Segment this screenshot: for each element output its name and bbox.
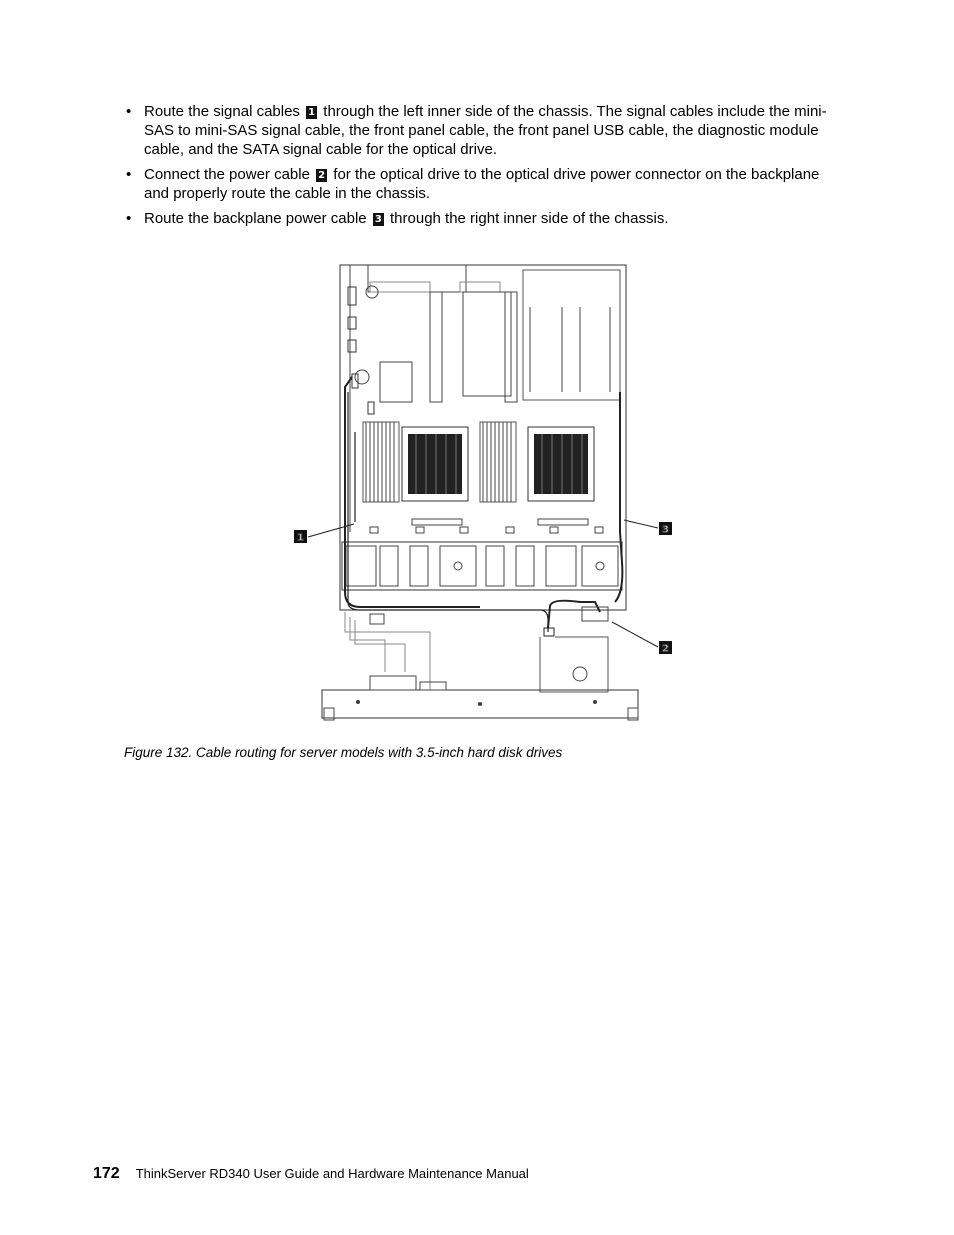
heatsink-cpu1: [402, 427, 468, 501]
callout-1: [294, 530, 307, 544]
svg-text:3: 3: [662, 524, 669, 536]
svg-text:2: 2: [662, 643, 669, 655]
instruction-item: [124, 102, 844, 159]
dimm-bank-right: [480, 422, 516, 502]
backplane-power-cable: [615, 392, 622, 602]
chassis-illustration: [290, 262, 680, 724]
heatsink-cpu2: [528, 427, 594, 501]
chassis-cable-routing-figure: [290, 262, 680, 724]
page-footer: [93, 1165, 529, 1183]
optical-power-cable: [548, 601, 600, 628]
callout-badge: 3: [373, 213, 384, 226]
callout-badge: 1: [306, 106, 317, 119]
instruction-text-before: Route the signal cables: [144, 103, 300, 120]
svg-text:1: 1: [297, 532, 304, 544]
manual-title: ThinkServer RD340 User Guide and Hardware Maintenance Manual: [135, 1166, 529, 1181]
instruction-text-after: for the optical drive to the optical drive power connector on the backplane and properly route the cable in the chassis.: [144, 166, 820, 202]
figure-caption: Figure 132. Cable routing for server models with 3.5-inch hard disk drives: [124, 745, 563, 760]
instruction-text-before: Connect the power cable: [144, 166, 310, 183]
instruction-text-after: through the right inner side of the chassis.: [390, 210, 669, 227]
page-number: 172: [93, 1165, 120, 1182]
instruction-list: [124, 102, 844, 234]
instruction-text-before: Route the backplane power cable: [144, 210, 367, 227]
optical-drive-bay: [540, 637, 608, 692]
fan-row: [342, 542, 622, 590]
instruction-item: [124, 209, 844, 228]
hdd-cage: [523, 270, 620, 400]
callout-3: [659, 522, 672, 536]
callout-2: [659, 641, 672, 655]
instruction-text-after: through the left inner side of the chassis. The signal cables include the mini-SAS to mini-SAS signal cable, the front panel cable, the front panel USB cable, the diagnostic module cable, and the SATA signal cable for the optical drive.: [144, 103, 827, 158]
instruction-item: [124, 165, 844, 203]
callout-badge: 2: [316, 169, 327, 182]
dimm-bank-left: [363, 422, 399, 502]
